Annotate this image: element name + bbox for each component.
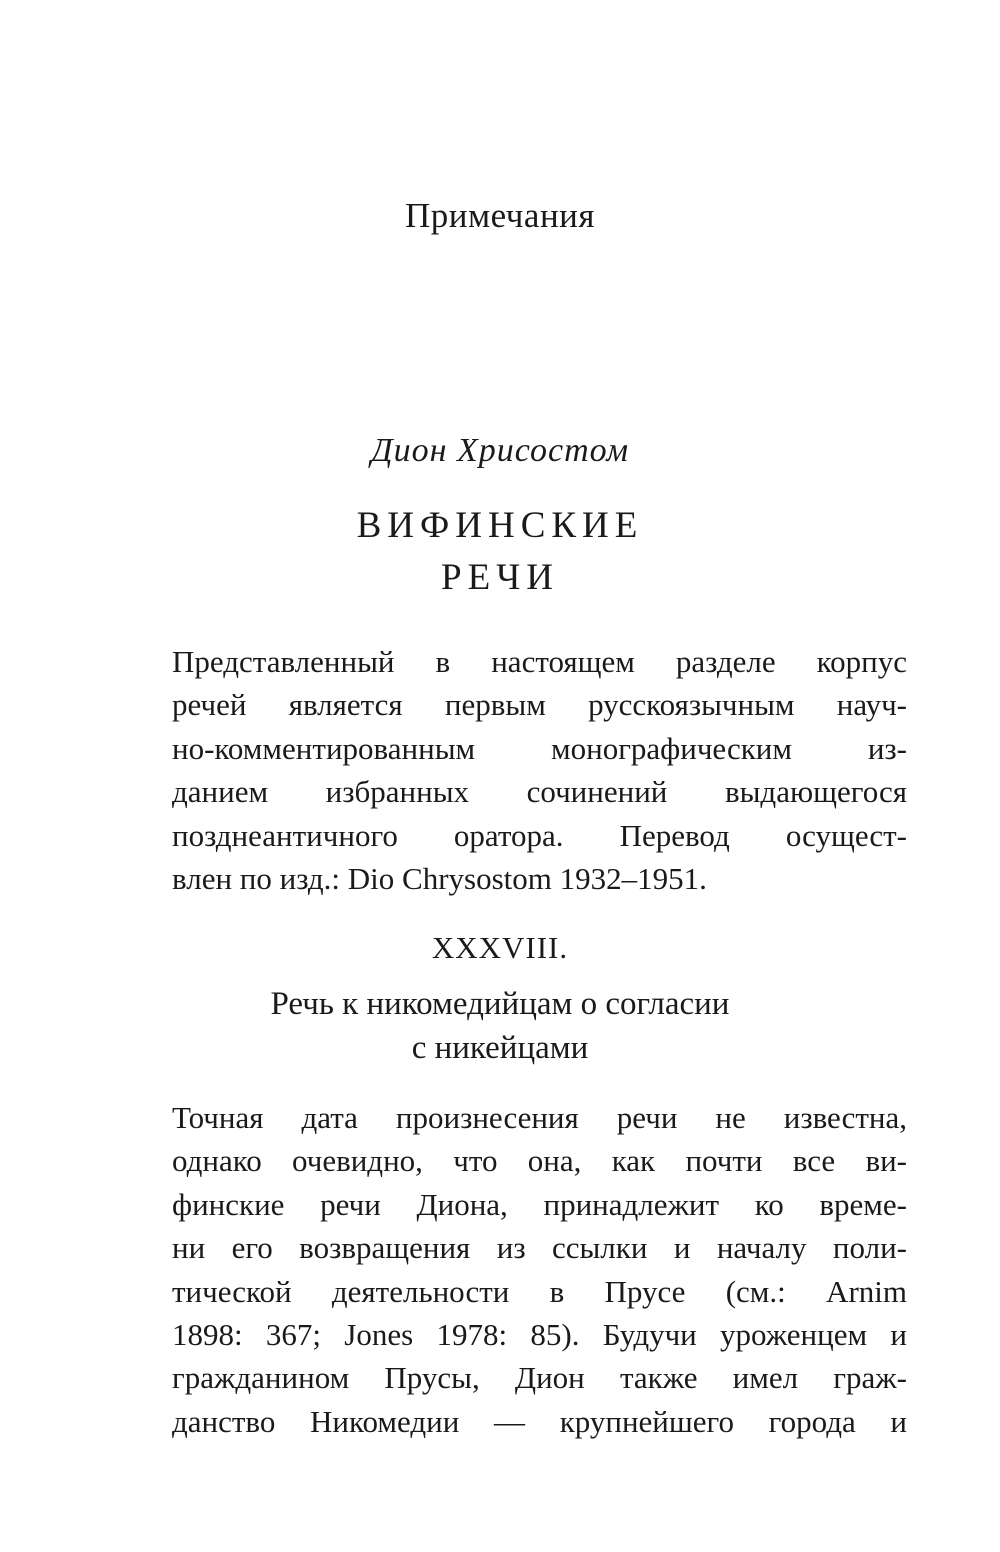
- text-line: данство Никомедии — крупнейшего города и: [172, 1403, 907, 1439]
- speech-number: XXXVIII.: [431, 930, 569, 965]
- text-line: Представленный в настоящем разделе корпус: [172, 644, 907, 679]
- text-line: тической деятельности в Прусе (см.: Arnim: [172, 1273, 907, 1309]
- speech-title-line: Речь к никомедийцам о согласии: [270, 986, 730, 1022]
- text-line: влен по изд.: Dio Chrysostom 1932–1951.: [172, 861, 707, 897]
- intro-paragraph: [172, 640, 907, 900]
- text-line: однако очевидно, что она, как почти все ви-: [172, 1143, 907, 1179]
- author-name: Дион Хрисостом: [370, 432, 630, 469]
- text-line: ни его возвращения из ссылки и началу поли-: [172, 1230, 907, 1266]
- text-line: 1898: 367; Jones 1978: 85). Будучи уроженцем и: [172, 1317, 907, 1353]
- text-line: данием избранных сочинений выдающегося: [172, 774, 907, 810]
- text-line: позднеантичного оратора. Перевод осущест-: [172, 817, 907, 853]
- work-title: [0, 500, 1000, 604]
- text-line: финские речи Диона, принадлежит ко време-: [172, 1186, 907, 1222]
- section-title: Примечания: [404, 196, 595, 235]
- work-title-line: ВИФИНСКИЕ: [356, 505, 644, 546]
- body-paragraph: [172, 1096, 907, 1443]
- text-line: речей является первым русскоязычным науч-: [172, 687, 907, 723]
- text-line: Точная дата произнесения речи не известна,: [172, 1100, 907, 1135]
- text-line: гражданином Прусы, Дион также имел граж-: [172, 1360, 907, 1396]
- work-title-line: РЕЧИ: [441, 557, 559, 598]
- speech-title-line: с никейцами: [411, 1030, 589, 1066]
- speech-title: [0, 982, 1000, 1070]
- text-line: но-комментированным монографическим из-: [172, 730, 907, 766]
